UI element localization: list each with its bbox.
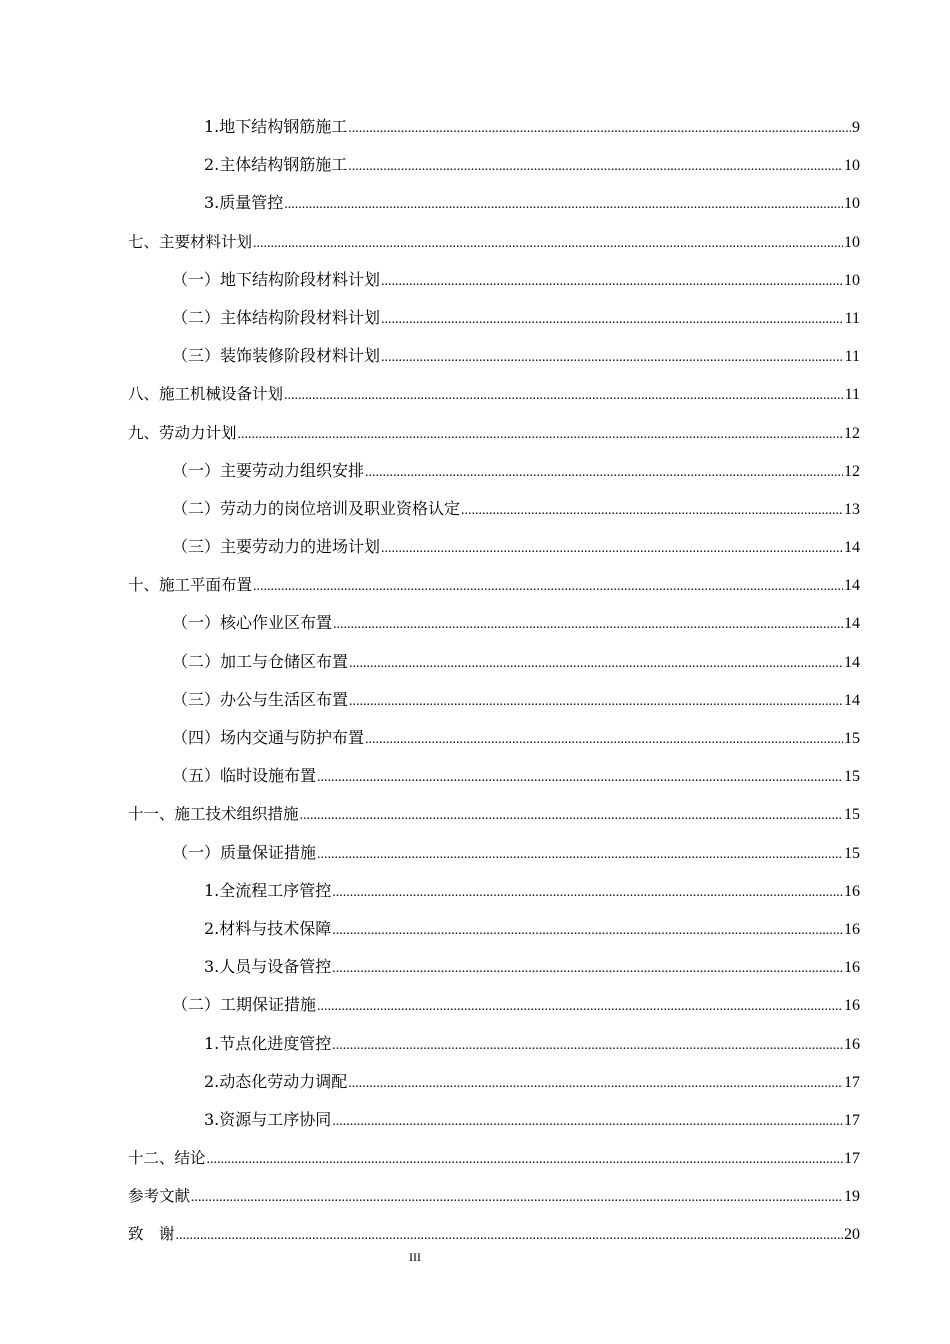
toc-entry-page-number: 15 <box>844 844 860 862</box>
toc-entry-page-number: 10 <box>844 157 860 175</box>
toc-entry-title: 3.质量管控 <box>204 193 284 213</box>
toc-entry[interactable] <box>128 528 860 566</box>
toc-entry[interactable] <box>128 490 860 528</box>
toc-dot-leader <box>349 683 843 721</box>
toc-dot-leader <box>317 988 843 1026</box>
toc-entry-title: （二）劳动力的岗位培训及职业资格认定 <box>172 498 461 518</box>
toc-entry-page-number: 16 <box>844 920 860 938</box>
toc-dot-leader <box>300 797 843 835</box>
toc-entry[interactable] <box>128 604 860 642</box>
toc-dot-leader <box>365 454 843 492</box>
toc-entry[interactable] <box>128 375 860 413</box>
toc-entry[interactable] <box>128 337 860 375</box>
toc-entry[interactable] <box>128 948 860 986</box>
toc-entry-page-number: 11 <box>844 348 860 366</box>
toc-dot-leader <box>381 263 843 301</box>
toc-entry-title: （三）装饰装修阶段材料计划 <box>172 346 381 366</box>
toc-entry-page-number: 9 <box>852 119 860 136</box>
toc-dot-leader <box>253 568 843 606</box>
toc-entry-page-number: 16 <box>844 882 860 900</box>
toc-dot-leader <box>284 377 844 415</box>
toc-entry[interactable] <box>128 452 860 490</box>
toc-entry[interactable] <box>128 795 860 833</box>
toc-entry-title: 参考文献 <box>128 1187 191 1206</box>
toc-entry-title: （一）质量保证措施 <box>172 842 317 862</box>
toc-entry-title: （二）主体结构阶段材料计划 <box>172 307 381 327</box>
toc-entry-page-number: 15 <box>844 730 860 747</box>
toc-entry-title: 1.地下结构钢筋施工 <box>204 117 348 136</box>
toc-entry-page-number: 15 <box>844 806 860 824</box>
toc-entry-title: （一）核心作业区布置 <box>172 613 333 633</box>
toc-entry-page-number: 15 <box>844 768 860 786</box>
toc-entry-title: （三）主要劳动力的进场计划 <box>172 537 381 557</box>
toc-entry-page-number: 11 <box>844 309 860 327</box>
toc-dot-leader <box>348 110 851 148</box>
toc-entry-title: 八、施工机械设备计划 <box>128 385 284 404</box>
toc-entry[interactable] <box>128 108 860 146</box>
toc-entry[interactable] <box>128 566 860 604</box>
toc-entry[interactable] <box>128 1177 860 1215</box>
toc-entry-title: 十、施工平面布置 <box>128 576 253 595</box>
toc-entry-page-number: 16 <box>844 1035 860 1053</box>
toc-entry-page-number: 13 <box>844 500 860 518</box>
toc-entry-title: 1.全流程工序管控 <box>204 880 332 900</box>
toc-dot-leader <box>332 1103 843 1141</box>
toc-entry[interactable] <box>128 1101 860 1139</box>
toc-dot-leader <box>332 1027 843 1065</box>
toc-entry[interactable] <box>128 1063 860 1101</box>
toc-entry-page-number: 14 <box>844 539 860 557</box>
toc-entry[interactable] <box>128 643 860 681</box>
toc-entry-page-number: 20 <box>844 1226 860 1244</box>
toc-entry-page-number: 14 <box>844 691 860 709</box>
toc-entry-title: （二）加工与仓储区布置 <box>172 651 349 671</box>
toc-entry[interactable] <box>128 299 860 337</box>
toc-entry-title: （二）工期保证措施 <box>172 995 317 1015</box>
toc-dot-leader <box>333 606 843 644</box>
toc-entry-title: 1.节点化进度管控 <box>204 1033 332 1053</box>
toc-dot-leader <box>332 912 843 950</box>
toc-entry-title: 2.动态化劳动力调配 <box>204 1071 348 1091</box>
toc-entry-page-number: 14 <box>844 653 860 671</box>
toc-entry-title: 十二、结论 <box>128 1149 206 1168</box>
toc-entry[interactable] <box>128 1139 860 1177</box>
toc-entry-title: 七、主要材料计划 <box>128 232 253 251</box>
toc-dot-leader <box>207 1141 843 1179</box>
toc-dot-leader <box>332 950 843 988</box>
toc-entry-title: 致 谢 <box>128 1225 175 1244</box>
toc-entry-title: （一）地下结构阶段材料计划 <box>172 269 381 289</box>
toc-dot-leader <box>365 721 843 759</box>
toc-entry-page-number: 14 <box>844 577 860 595</box>
toc-entry-title: （一）主要劳动力组织安排 <box>172 460 365 480</box>
toc-dot-leader <box>332 874 843 912</box>
toc-dot-leader <box>253 225 843 263</box>
toc-entry[interactable] <box>128 681 860 719</box>
toc-dot-leader <box>381 339 844 377</box>
page-footer-number: III <box>409 1250 421 1264</box>
toc-entry[interactable] <box>128 1215 860 1253</box>
toc-entry-page-number: 14 <box>844 615 860 633</box>
toc-entry-title: 3.人员与设备管控 <box>204 957 332 977</box>
toc-entry-page-number: 10 <box>844 233 860 251</box>
toc-entry-title: （四）场内交通与防护布置 <box>172 728 365 747</box>
toc-entry[interactable] <box>128 184 860 222</box>
toc-entry[interactable] <box>128 146 860 184</box>
toc-dot-leader <box>348 148 843 186</box>
toc-entry[interactable] <box>128 834 860 872</box>
toc-entry-page-number: 19 <box>844 1188 860 1206</box>
toc-entry-page-number: 17 <box>844 1150 860 1168</box>
toc-entry[interactable] <box>128 872 860 910</box>
toc-entry-title: 十一、施工技术组织措施 <box>128 805 299 824</box>
toc-entry-page-number: 17 <box>844 1111 860 1129</box>
toc-entry[interactable] <box>128 414 860 452</box>
toc-dot-leader <box>317 759 843 797</box>
toc-entry-title: 2.材料与技术保障 <box>204 918 332 938</box>
toc-entry-page-number: 17 <box>844 1073 860 1091</box>
toc-dot-leader <box>317 836 843 874</box>
toc-dot-leader <box>191 1179 843 1217</box>
toc-dot-leader <box>461 492 843 530</box>
toc-dot-leader <box>284 186 843 224</box>
toc-entry-page-number: 11 <box>844 386 860 404</box>
toc-entry[interactable] <box>128 910 860 948</box>
toc-entry-page-number: 10 <box>844 195 860 213</box>
toc-entry-page-number: 12 <box>844 424 860 442</box>
toc-entry[interactable] <box>128 986 860 1024</box>
toc-entry-page-number: 12 <box>844 462 860 480</box>
toc-entry[interactable] <box>128 223 860 261</box>
toc-entry[interactable] <box>128 261 860 299</box>
toc-entry-title: 2.主体结构钢筋施工 <box>204 155 348 175</box>
toc-entry-title: （三）办公与生活区布置 <box>172 689 349 709</box>
toc-entry-title: 3.资源与工序协同 <box>204 1109 332 1129</box>
toc-entry[interactable] <box>128 1025 860 1063</box>
toc-entry[interactable] <box>128 757 860 795</box>
toc-entry-page-number: 10 <box>844 271 860 289</box>
toc-entry-page-number: 16 <box>844 997 860 1015</box>
toc-dot-leader <box>349 645 843 683</box>
toc-dot-leader <box>348 1065 843 1103</box>
toc-dot-leader <box>381 530 843 568</box>
toc-dot-leader <box>238 416 843 454</box>
toc-dot-leader <box>381 301 844 339</box>
toc-entry-title: （五）临时设施布置 <box>172 766 317 786</box>
table-of-contents <box>128 108 860 1254</box>
toc-entry-page-number: 16 <box>844 959 860 977</box>
toc-entry[interactable] <box>128 719 860 757</box>
toc-entry-title: 九、劳动力计划 <box>128 423 237 442</box>
